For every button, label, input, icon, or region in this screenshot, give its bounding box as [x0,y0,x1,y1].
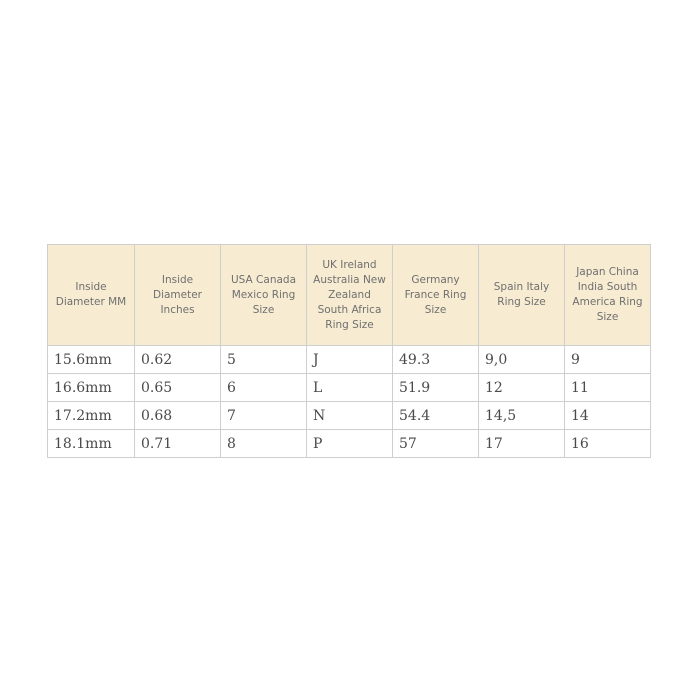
header-spain-italy: Spain Italy Ring Size [479,245,565,346]
table-row [48,374,651,402]
table-cell: 16.6mm [48,374,135,402]
table-cell: 8 [221,430,307,458]
table-cell: 16 [565,430,651,458]
table-row [48,346,651,374]
table-cell: 7 [221,402,307,430]
table-cell: N [307,402,393,430]
header-usa-canada-mexico: USA Canada Mexico Ring Size [221,245,307,346]
table-cell: 5 [221,346,307,374]
header-row [48,245,651,346]
table-cell: 57 [393,430,479,458]
table-cell: 18.1mm [48,430,135,458]
table-cell: 12 [479,374,565,402]
table-cell: 15.6mm [48,346,135,374]
header-germany-france: Germany France Ring Size [393,245,479,346]
table-cell: 54.4 [393,402,479,430]
table-cell: 11 [565,374,651,402]
table-cell: 6 [221,374,307,402]
header-inside-diameter-inches: Inside Diameter Inches [135,245,221,346]
table-cell: J [307,346,393,374]
ring-size-table [47,244,651,458]
table-cell: 14,5 [479,402,565,430]
table-cell: 0.68 [135,402,221,430]
table-cell: 9 [565,346,651,374]
header-inside-diameter-mm: Inside Diameter MM [48,245,135,346]
table-cell: 49.3 [393,346,479,374]
table-cell: 0.65 [135,374,221,402]
table-cell: L [307,374,393,402]
table-cell: P [307,430,393,458]
table-cell: 17.2mm [48,402,135,430]
table-cell: 17 [479,430,565,458]
table-row [48,430,651,458]
header-uk-ireland-australia: UK Ireland Australia New Zealand South Africa Ring Size [307,245,393,346]
table-cell: 14 [565,402,651,430]
table-row [48,402,651,430]
table-cell: 0.62 [135,346,221,374]
header-japan-china-india: Japan China India South America Ring Size [565,245,651,346]
table-cell: 51.9 [393,374,479,402]
table-cell: 9,0 [479,346,565,374]
table-cell: 0.71 [135,430,221,458]
